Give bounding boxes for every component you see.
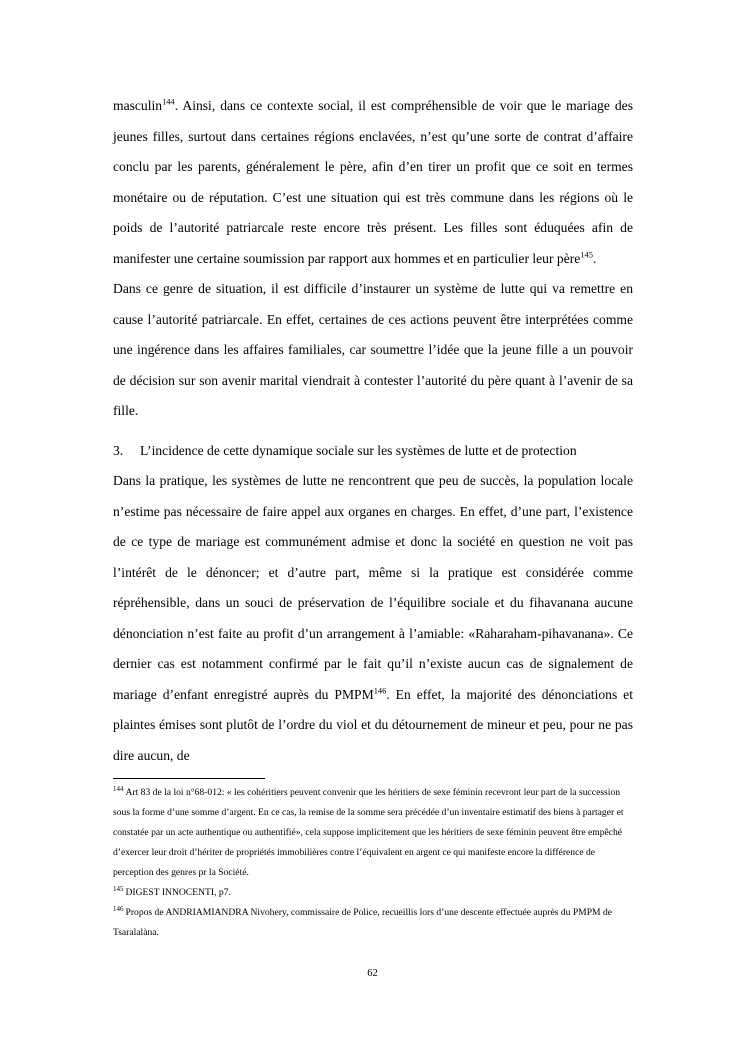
paragraph-1-text-start: masculin	[113, 98, 163, 113]
paragraph-3	[113, 466, 633, 771]
footnote-ref-145: 145	[580, 248, 593, 259]
paragraph-3-text-end: . En effet, la majorité des dénonciations et plaintes émises sont plutôt de l’ordre du viol et du détournement de mineur et peu, pour ne pas dire aucun, de	[113, 686, 633, 763]
section-number: 3.	[113, 442, 124, 458]
paragraph-1-text-body: . Ainsi, dans ce contexte social, il est compréhensible de voir que le mariage des jeunes filles, surtout dans certaines régions enclavées, n’est qu’une sorte de contrat d’affaire conclu par les parents, généralement le père, afin d’en tirer un profit que ce soit en termes monétaire ou de réputation. C’est une situation qui est très commune dans les régions où le poids de l’autorité patriarcale reste encore très présent. Les filles sont éduquées afin de manifester une certaine soumission par rapport aux hommes et en particulier leur père	[113, 98, 633, 266]
footnote-ref-144: 144	[162, 96, 175, 107]
footnote-145	[113, 883, 633, 903]
paragraph-3-text-start: Dans la pratique, les systèmes de lutte ne rencontrent que peu de succès, la population locale n’estime pas nécessaire de faire appel aux organes en charges. En effet, d’une part, l’existence de ce type de mariage est communément admise et donc la société en question ne voit pas l’intérêt de le dénoncer; et d’autre part, même si la pratique est considérée comme répréhensible, dans un souci de préservation de l’équilibre sociale et du fihavanana aucune dénonciation n’est faite au profit d’un arrangement à l’amiable: «Raharaham-pihavanana». Ce dernier cas est notamment confirmé par le fait qu’il n’existe aucun cas de signalement de mariage d’enfant enregistré auprès du PMPM	[113, 473, 633, 702]
footnote-145-text: DIGEST INNOCENTI, p7.	[125, 887, 231, 898]
footnote-146-text: Propos de ANDRIAMIANDRA Nivohery, commissaire de Police, recueillis lors d’une descente effectuée auprès du PMPM de Tsaralalàna.	[113, 907, 613, 938]
paragraph-1-text-end: .	[592, 250, 597, 266]
footnote-145-mark: 145	[113, 884, 124, 893]
footnote-146-mark: 146	[113, 904, 124, 913]
footnote-144-text: Art 83 de la loi n°68-012: « les cohéritiers peuvent convenir que les héritiers de sexe féminin recevront leur part de la succession sous la forme d’une somme d’argent. En ce cas, la remise de la somme sera précédée d’un inventaire estimatif des biens à partager et constatée par un acte authentique ou authentifié», cela suppose implicitement que les héritiers de sexe féminin peuvent être empêché d’exercer leur droit d’hériter de propriétés immobilières contre l’équivalent en argent ce qui manifeste encore la différence de perception des genres pr la Société.	[113, 787, 624, 878]
footnote-146	[113, 903, 633, 943]
page-number: 62	[367, 968, 378, 979]
section-title: L’incidence de cette dynamique sociale sur les systèmes de lutte et de protection	[140, 442, 577, 458]
footnote-144-mark: 144	[113, 784, 124, 793]
page-content	[113, 91, 633, 943]
paragraph-1	[113, 91, 633, 274]
section-heading	[113, 436, 633, 467]
footnotes	[113, 783, 633, 943]
paragraph-2: Dans ce genre de situation, il est difficile d’instaurer un système de lutte qui va remettre en cause l’autorité patriarcale. En effet, certaines de ces actions peuvent être interprétées comme une ingérence dans les affaires familiales, car soumettre l’idée que la jeune fille a un pouvoir de décision sur son avenir marital viendrait à contester l’autorité du père quant à l’avenir de sa fille.	[113, 281, 633, 418]
footnote-144	[113, 783, 633, 883]
footnote-ref-146: 146	[373, 684, 387, 695]
footnote-separator	[113, 778, 265, 779]
